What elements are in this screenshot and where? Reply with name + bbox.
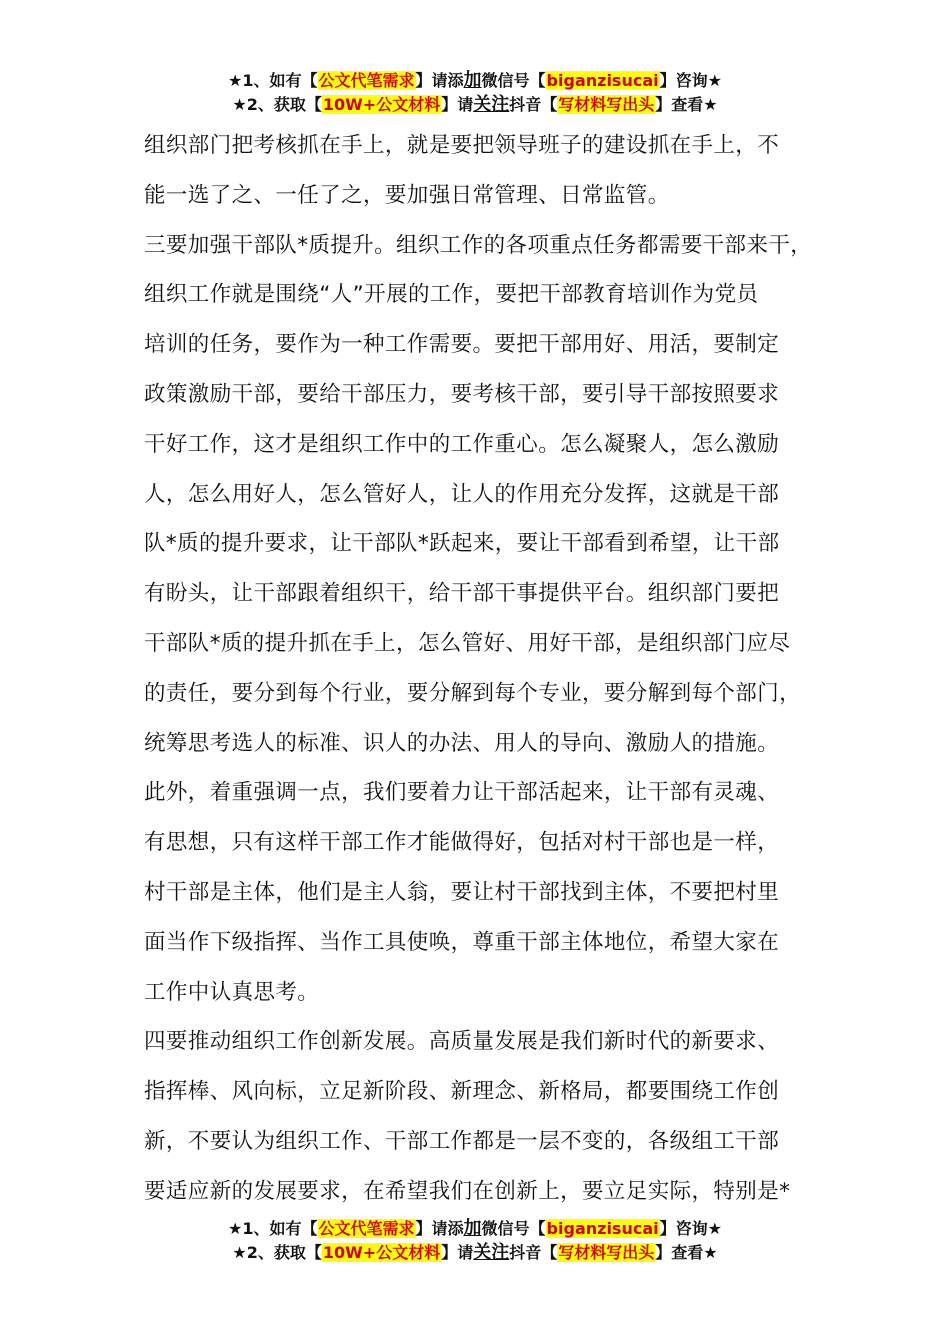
paragraph-3	[144, 1017, 844, 1216]
text-line: 有思想，只有这样干部工作才能做得好，包括对村干部也是一样，	[144, 830, 780, 856]
promo-line-1: ★1、如有【公文代笔需求】请添加微信号【biganzisucai】咨询★	[228, 70, 722, 91]
text-line: 村干部是主体，他们是主人翁，要让村干部找到主体，不要把村里	[144, 879, 780, 905]
text-line: 要适应新的发展要求，在希望我们在创新上，要立足实际，特别是*	[144, 1178, 791, 1204]
paragraph-1	[144, 121, 844, 221]
text-line: 工作中认真思考。	[144, 979, 320, 1005]
promo-line-2: ★2、获取【10W+公文材料】请关注抖音【写材料写出头】查看★	[232, 94, 718, 115]
text-line: 人，怎么用好人，怎么管好人，让人的作用充分发挥，这就是干部	[144, 481, 780, 507]
text-line: 的责任，要分到每个行业，要分解到每个专业，要分解到每个部门，	[144, 680, 802, 706]
text-line: 培训的任务，要作为一种工作需要。要把干部用好、用活，要制定	[144, 332, 780, 358]
footer-promo-banner	[0, 1217, 950, 1265]
highlight-writing-service: 公文代笔需求	[318, 1219, 415, 1238]
text-line: 组织工作就是围绕“人”开展的工作，要把干部教育培训作为党员	[144, 282, 759, 308]
text-line: 四要推动组织工作创新发展。高质量发展是我们新时代的新要求、	[144, 1029, 780, 1055]
text-line: 政策激励干部，要给干部压力，要考核干部，要引导干部按照要求	[144, 381, 780, 407]
highlight-writing-service: 公文代笔需求	[318, 71, 415, 90]
text-line: 组织部门把考核抓在手上，就是要把领导班子的建设抓在手上，不	[144, 133, 780, 158]
text-line: 指挥棒、风向标，立足新阶段、新理念、新格局，都要围绕工作创	[144, 1079, 780, 1105]
highlight-douyin-account: 写材料写出头	[558, 95, 655, 114]
text-line: 此外，着重强调一点，我们要着力让干部活起来，让干部有灵魂、	[144, 780, 780, 806]
text-line: 新，不要认为组织工作、干部工作都是一层不变的，各级组工干部	[144, 1128, 780, 1154]
document-body	[144, 121, 844, 1217]
highlight-douyin-account: 写材料写出头	[558, 1243, 655, 1262]
promo-line-2: ★2、获取【10W+公文材料】请关注抖音【写材料写出头】查看★	[232, 1242, 718, 1263]
text-line: 面当作下级指挥、当作工具使唤，尊重干部主体地位，希望大家在	[144, 929, 780, 955]
highlight-materials: 10W+公文材料	[322, 1243, 441, 1262]
text-line: 统筹思考选人的标准、识人的办法、用人的导向、激励人的措施。	[144, 730, 780, 756]
highlight-materials: 10W+公文材料	[322, 95, 441, 114]
paragraph-2	[144, 221, 844, 1018]
highlight-wechat-id: biganzisucai	[546, 1219, 659, 1238]
promo-line-1: ★1、如有【公文代笔需求】请添加微信号【biganzisucai】咨询★	[228, 1218, 722, 1239]
text-line: 干部队*质的提升抓在手上，怎么管好、用好干部，是组织部门应尽	[144, 630, 791, 656]
header-promo-banner	[0, 69, 950, 117]
text-line: 能一选了之、一任了之，要加强日常管理、日常监管。	[144, 182, 670, 208]
text-line: 三要加强干部队*质提升。组织工作的各项重点任务都需要干部来干，	[144, 232, 813, 258]
text-line: 队*质的提升要求，让干部队*跃起来，要让干部看到希望，让干部	[144, 531, 780, 557]
text-line: 有盼头，让干部跟着组织干，给干部干事提供平台。组织部门要把	[144, 581, 780, 607]
highlight-wechat-id: biganzisucai	[546, 71, 659, 90]
text-line: 干好工作，这才是组织工作中的工作重心。怎么凝聚人，怎么激励	[144, 431, 780, 457]
